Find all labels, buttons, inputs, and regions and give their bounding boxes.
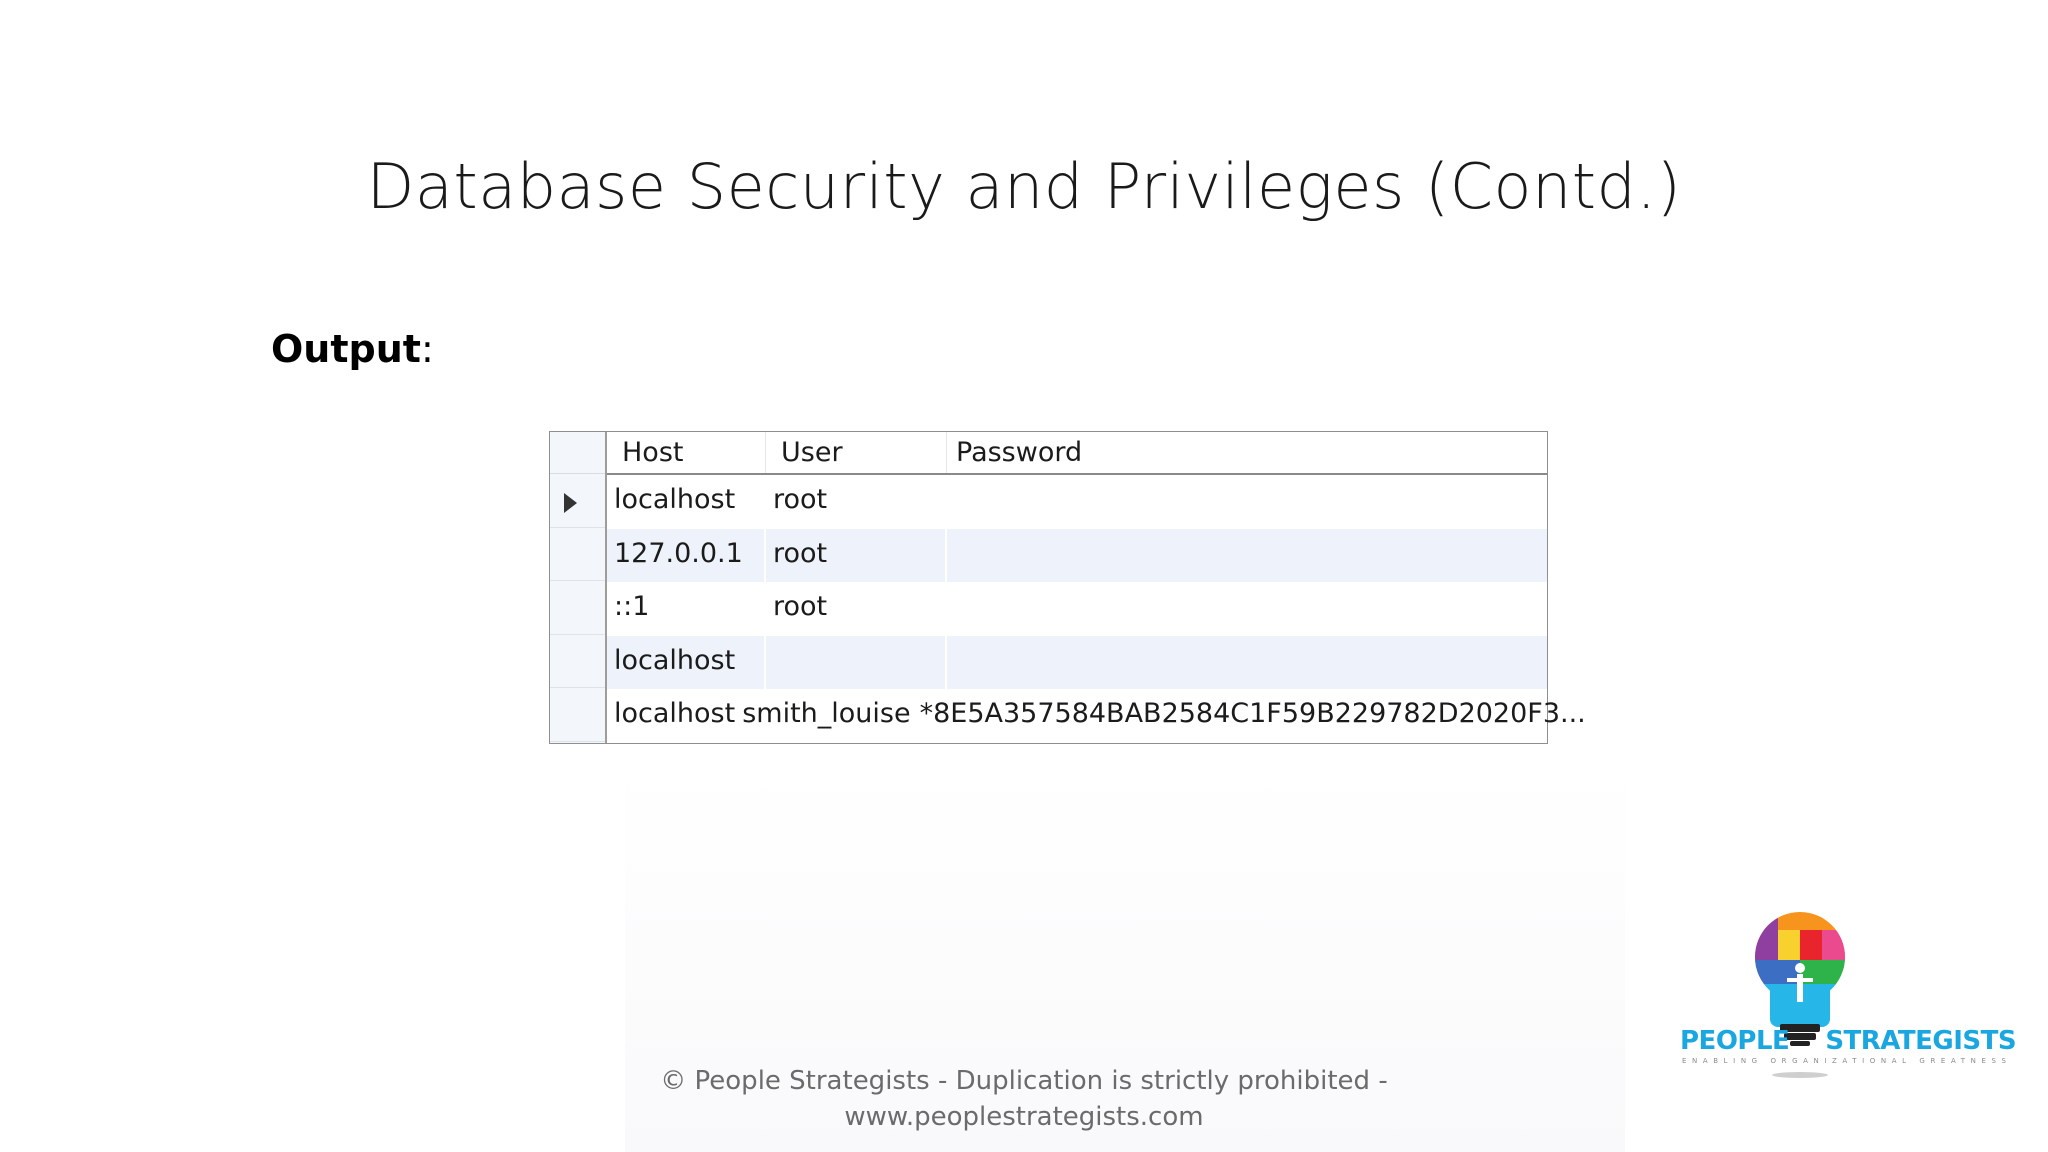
result-grid — [549, 431, 1586, 744]
password-cell[interactable] — [947, 582, 1547, 636]
user-cell[interactable]: root — [773, 484, 828, 515]
host-cell[interactable]: localhost — [614, 698, 736, 729]
logo-wordmark — [1680, 1026, 2016, 1056]
password-cell[interactable] — [947, 475, 1547, 529]
password-cell[interactable]: *8E5A357584BAB2584C1F59B229782D2020F3... — [919, 698, 1586, 729]
host-cell[interactable]: ::1 — [614, 591, 650, 622]
user-cell[interactable]: root — [766, 529, 947, 583]
host-cell[interactable]: 127.0.0.1 — [607, 529, 766, 583]
copyright-line: © People Strategists - Duplication is strictly prohibited - — [660, 1066, 1388, 1096]
column-header-password[interactable]: Password — [956, 437, 1083, 468]
row-selector[interactable] — [550, 581, 605, 635]
logo-tagline: ENABLING ORGANIZATIONAL GREATNESS — [1682, 1057, 2012, 1065]
password-cell[interactable] — [947, 529, 1547, 583]
table-row[interactable] — [607, 582, 1547, 636]
output-label — [271, 327, 434, 371]
output-label-text: Output — [271, 327, 421, 371]
row-pointer-icon — [564, 493, 577, 513]
logo-word-people: PEOPLE — [1680, 1026, 1790, 1056]
row-selector-header — [550, 432, 605, 474]
website-line: www.peoplestrategists.com — [844, 1102, 1204, 1132]
company-logo — [1672, 912, 2017, 1082]
row-selector-column — [550, 432, 607, 743]
table-row[interactable] — [607, 636, 1547, 690]
user-cell[interactable]: root — [773, 591, 828, 622]
output-label-colon: : — [420, 327, 434, 371]
row-selector[interactable] — [550, 688, 605, 742]
row-selector[interactable] — [550, 635, 605, 689]
host-cell[interactable]: localhost — [614, 484, 736, 515]
table-row[interactable] — [607, 689, 1586, 743]
user-cell[interactable]: smith_louise — [742, 698, 911, 729]
column-header-user[interactable]: User — [766, 432, 947, 473]
table-row[interactable] — [607, 475, 1547, 529]
grid-header — [607, 432, 1547, 475]
host-cell[interactable]: localhost — [607, 636, 766, 690]
table-row[interactable] — [607, 529, 1547, 583]
row-selector[interactable] — [550, 528, 605, 582]
user-cell[interactable] — [766, 636, 947, 690]
password-cell[interactable] — [947, 636, 1547, 690]
grid-body — [607, 475, 1586, 743]
column-header-host[interactable]: Host — [607, 432, 766, 473]
logo-word-strategists: STRATEGISTS — [1825, 1026, 2017, 1056]
row-selector[interactable] — [550, 474, 605, 528]
slide-title: Database Security and Privileges (Contd.) — [366, 150, 1682, 223]
